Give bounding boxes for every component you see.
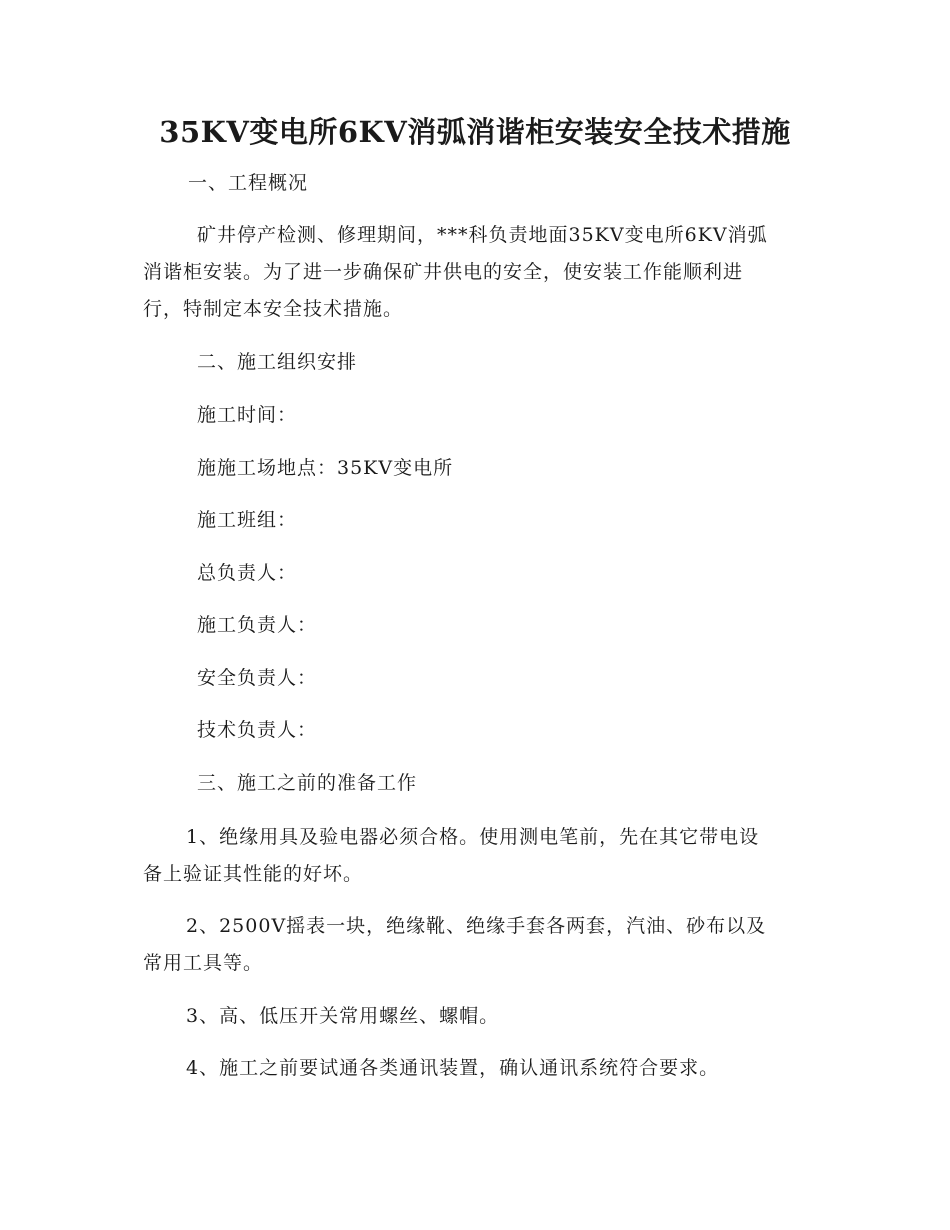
section2-heading: 二、施工组织安排: [197, 351, 358, 373]
construction-time: 施工时间：: [197, 404, 298, 426]
chief-responsible: 总负责人：: [197, 562, 298, 584]
section1-heading: 一、工程概况: [188, 172, 309, 194]
construction-lead: 施工负责人：: [197, 614, 318, 636]
safety-lead: 安全负责人：: [197, 667, 318, 689]
section1-paragraph-line3: 行，特制定本安全技术措施。: [143, 298, 404, 320]
document-title: 35KV变电所6KV消弧消谐柜安装安全技术措施: [159, 115, 791, 149]
construction-location: 施施工场地点：35KV变电所: [197, 457, 454, 479]
prep-item1-line1: 1、绝缘用具及验电器必须合格。使用测电笔前，先在其它带电设: [186, 826, 760, 848]
construction-team: 施工班组：: [197, 509, 298, 531]
section1-paragraph-line2: 消谐柜安装。为了进一步确保矿井供电的安全，使安装工作能顺利进: [143, 261, 744, 283]
prep-item3: 3、高、低压开关常用螺丝、螺帽。: [186, 1005, 500, 1027]
section1-paragraph-line1: 矿井停产检测、修理期间，***科负责地面35KV变电所6KV消弧: [197, 224, 768, 246]
prep-item4: 4、施工之前要试通各类通讯装置，确认通讯系统符合要求。: [186, 1057, 720, 1079]
prep-item2-line2: 常用工具等。: [143, 952, 264, 974]
technical-lead: 技术负责人：: [197, 719, 318, 741]
prep-item1-line2: 备上验证其性能的好坏。: [143, 863, 364, 885]
prep-item2-line1: 2、2500V摇表一块，绝缘靴、绝缘手套各两套，汽油、砂布以及: [186, 915, 767, 937]
section3-heading: 三、施工之前的准备工作: [197, 772, 418, 794]
